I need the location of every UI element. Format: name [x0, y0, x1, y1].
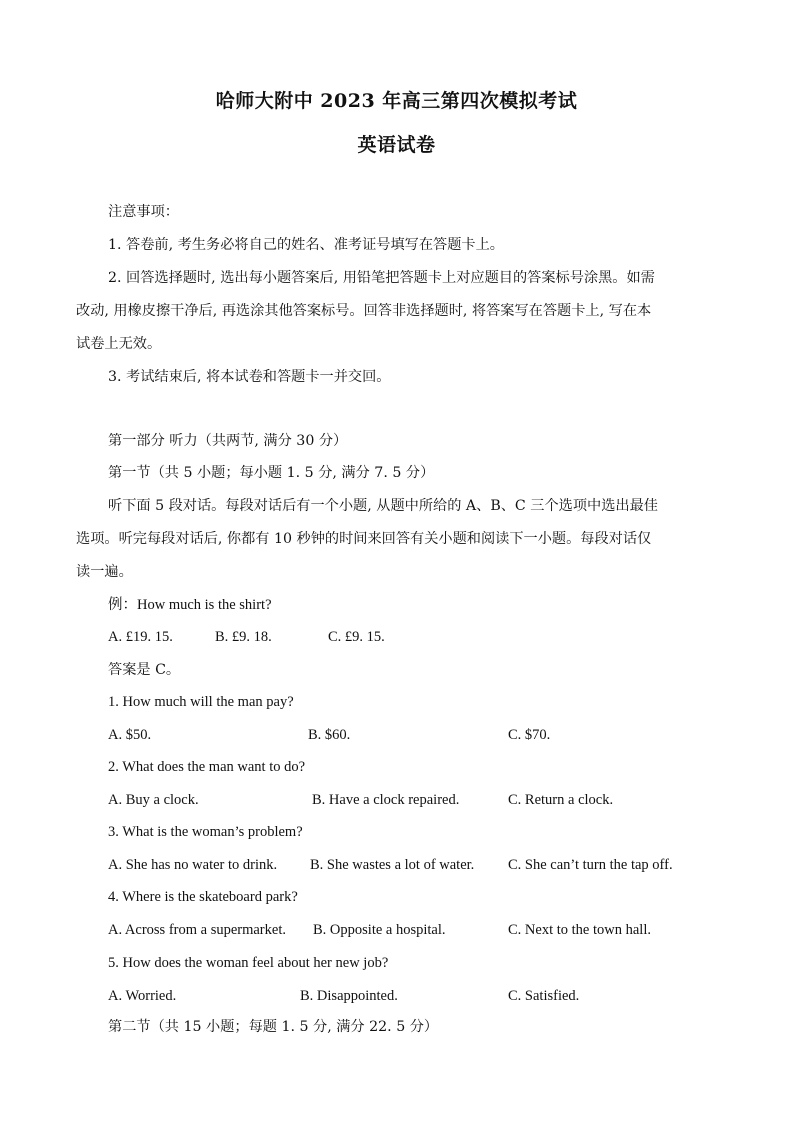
notice-item-1: 1. 答卷前, 考生务必将自己的姓名、准考证号填写在答题卡上。 — [108, 237, 504, 253]
q2-option-c: C. Return a clock. — [508, 792, 614, 808]
q5-option-c: C. Satisfied. — [508, 988, 580, 1004]
notice-item-2-line-1: 2. 回答选择题时, 选出每小题答案后, 用铅笔把答题卡上对应题目的答案标号涂黑。如需 — [108, 270, 655, 286]
q2-option-a: A. Buy a clock. — [108, 792, 199, 808]
question-5: 5. How does the woman feel about her new job? — [108, 955, 389, 971]
question-3: 3. What is the woman’s problem? — [108, 824, 303, 840]
example-option-b: B. £9. 18. — [215, 629, 272, 645]
question-1: 1. How much will the man pay? — [108, 694, 294, 710]
q3-option-a: A. She has no water to drink. — [108, 857, 278, 873]
example-option-c: C. £9. 15. — [328, 629, 385, 645]
q5-option-b: B. Disappointed. — [300, 988, 398, 1004]
part1-heading: 第一部分 听力（共两节, 满分 30 分） — [108, 433, 348, 449]
instruction-line-2: 选项。听完每段对话后, 你都有 10 秒钟的时间来回答有关小题和阅读下一小题。每段对话仅 — [76, 531, 652, 547]
question-2: 2. What does the man want to do? — [108, 759, 306, 775]
q4-option-c: C. Next to the town hall. — [508, 922, 651, 938]
section1-heading: 第一节（共 5 小题；每小题 1. 5 分, 满分 7. 5 分） — [108, 465, 435, 481]
q1-option-b: B. $60. — [308, 727, 351, 743]
section2-heading: 第二节（共 15 小题；每题 1. 5 分, 满分 22. 5 分） — [108, 1019, 439, 1035]
notice-item-3: 3. 考试结束后, 将本试卷和答题卡一并交回。 — [108, 369, 391, 385]
example-option-a: A. £19. 15. — [108, 629, 173, 645]
q3-option-c: C. She can’t turn the tap off. — [508, 857, 673, 873]
notice-item-2-line-3: 试卷上无效。 — [76, 336, 162, 352]
q4-option-b: B. Opposite a hospital. — [313, 922, 446, 938]
exam-subtitle: 英语试卷 — [357, 134, 436, 156]
q5-option-a: A. Worried. — [108, 988, 177, 1004]
q3-option-b: B. She wastes a lot of water. — [310, 857, 475, 873]
q2-option-b: B. Have a clock repaired. — [312, 792, 460, 808]
example-answer: 答案是 C。 — [108, 662, 181, 678]
q4-option-a: A. Across from a supermarket. — [108, 922, 286, 938]
q1-option-c: C. $70. — [508, 727, 551, 743]
example-question: 例：How much is the shirt? — [108, 597, 272, 613]
exam-title: 哈师大附中 2023 年高三第四次模拟考试 — [215, 90, 578, 112]
instruction-line-3: 读一遍。 — [76, 564, 133, 580]
q1-option-a: A. $50. — [108, 727, 152, 743]
notice-item-2-line-2: 改动, 用橡皮擦干净后, 再选涂其他答案标号。回答非选择题时, 将答案写在答题卡上, 写在本 — [76, 303, 652, 319]
question-4: 4. Where is the skateboard park? — [108, 889, 298, 905]
instruction-line-1: 听下面 5 段对话。每段对话后有一个小题, 从题中所给的 A、B、C 三个选项中选出最佳 — [108, 498, 658, 514]
notice-heading: 注意事项： — [108, 204, 179, 220]
